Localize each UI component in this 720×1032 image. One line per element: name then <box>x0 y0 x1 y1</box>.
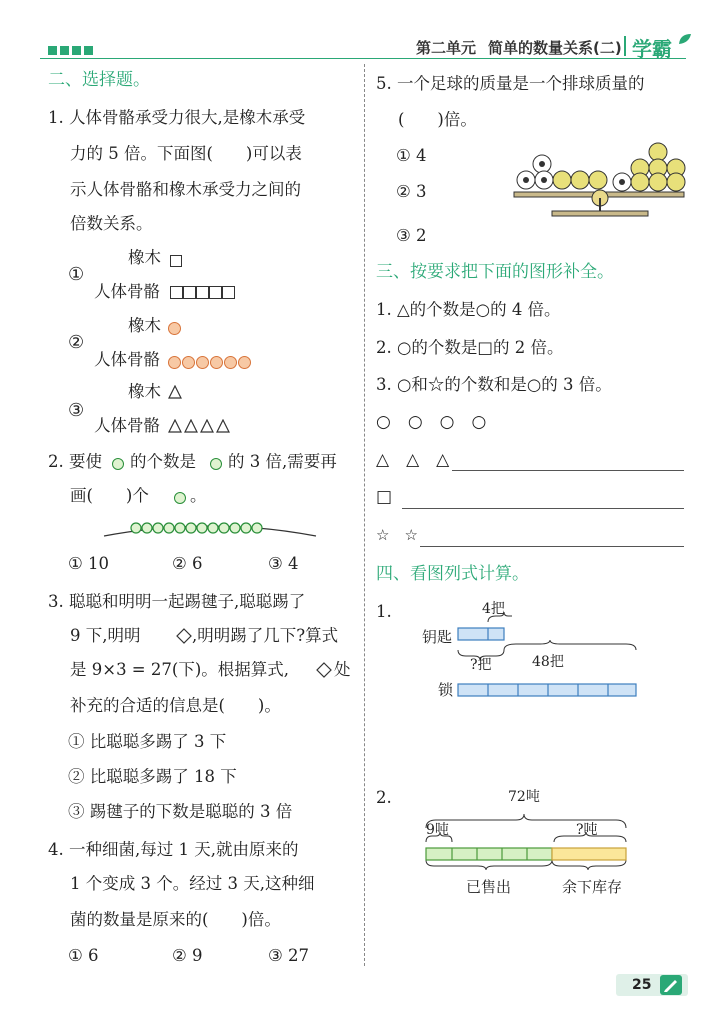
q2-option-3[interactable]: ③ 4 <box>268 554 299 573</box>
section-4-title: 四、看图列式计算。 <box>376 564 529 584</box>
q2-line2a: 画( )个 <box>70 486 149 505</box>
q1-line4: 倍数关系。 <box>70 214 153 233</box>
q2-line1a: 2. 要使 <box>48 452 102 471</box>
s4-q2-number: 2. <box>376 788 392 807</box>
q5-line1: 5. 一个足球的质量是一个排球质量的 <box>376 74 645 93</box>
q1-line2: 力的 5 倍。下面图( )可以表 <box>70 144 302 163</box>
bone-squares <box>170 286 235 299</box>
oak-triangle-icon <box>168 384 182 403</box>
bone-circles <box>168 352 252 371</box>
balance-scale-image <box>512 138 686 224</box>
s3-answer-line-2[interactable] <box>402 508 684 509</box>
q1-bone-label-3: 人体骨骼 <box>94 416 160 435</box>
q5-line2: ( )倍。 <box>398 110 477 129</box>
q4-option-2[interactable]: ② 9 <box>172 946 203 965</box>
q5-option-3[interactable]: ③ 2 <box>396 226 427 245</box>
oak-circle-icon <box>168 318 182 337</box>
q2-option-1[interactable]: ① 10 <box>68 554 110 573</box>
q3-line1: 3. 聪聪和明明一起踢毽子,聪聪踢了 <box>48 592 306 611</box>
s3-triangles-row: △ △ △ <box>376 450 450 470</box>
section-3-title: 三、按要求把下面的图形补全。 <box>376 262 614 282</box>
stock-diagram <box>420 800 640 884</box>
s4-lock-label: 锁 <box>438 681 454 699</box>
q4-line1: 4. 一种细菌,每过 1 天,就由原来的 <box>48 840 299 859</box>
q5-option-1[interactable]: ① 4 <box>396 146 427 165</box>
q3-option-1[interactable]: ① 比聪聪多踢了 3 下 <box>68 732 227 751</box>
q3-option-2[interactable]: ② 比聪聪多踢了 18 下 <box>68 767 237 786</box>
s4-key-label: 钥匙 <box>422 628 453 646</box>
bead-string <box>100 514 320 544</box>
q1-oak-label: 橡木 <box>128 248 161 267</box>
s3-circles-row: ○ ○ ○ ○ <box>376 412 487 432</box>
q1-option-1[interactable]: ① <box>68 264 85 285</box>
q4-option-3[interactable]: ③ 27 <box>268 946 310 965</box>
brand-logo: 学霸 <box>632 37 672 61</box>
bead-icon <box>112 455 125 474</box>
bead-icon-3 <box>174 489 187 508</box>
q1-bone-label: 人体骨骼 <box>94 282 160 301</box>
s4-sold-label: 已售出 <box>466 878 512 896</box>
q3-line4: 补充的合适的信息是( )。 <box>70 696 281 715</box>
s3-answer-line-3[interactable] <box>420 546 684 547</box>
q1-option-3[interactable]: ③ <box>68 400 85 421</box>
header-squares <box>48 40 96 59</box>
q4-option-1[interactable]: ① 6 <box>68 946 99 965</box>
header-unit: 第二单元 <box>416 39 477 57</box>
column-divider <box>364 64 365 966</box>
leaf-icon <box>678 30 692 49</box>
q1-bone-label-2: 人体骨骼 <box>94 350 160 369</box>
s3-q1: 1. △的个数是○的 4 倍。 <box>376 300 561 319</box>
s4-rest-label: 余下库存 <box>562 878 623 896</box>
s4-sold-top: 9吨 <box>426 822 449 838</box>
s3-square-row: □ <box>376 487 393 507</box>
diamond-icon <box>176 628 192 648</box>
q1-oak-label-2: 橡木 <box>128 316 161 335</box>
bead-icon-2 <box>210 455 223 474</box>
q1-option-2[interactable]: ② <box>68 332 85 353</box>
q1-oak-label-3: 橡木 <box>128 382 161 401</box>
s4-q1-number: 1. <box>376 602 392 621</box>
q5-option-2[interactable]: ② 3 <box>396 182 427 201</box>
pencil-icon <box>660 975 682 999</box>
oak-square-icon <box>170 252 182 271</box>
s3-stars-row: ☆ ☆ <box>376 526 418 544</box>
bone-triangles <box>168 418 232 437</box>
s4-total-label: 72吨 <box>508 789 540 805</box>
page-number: 25 <box>632 977 652 993</box>
q2-line2b: 。 <box>190 486 207 505</box>
header-rule <box>40 58 686 59</box>
q4-line3: 菌的数量是原来的( )倍。 <box>70 910 281 929</box>
s3-q2: 2. ○的个数是□的 2 倍。 <box>376 338 564 357</box>
q3-line2b: ,明明踢了几下?算式 <box>192 626 339 645</box>
q2-line1c: 的 3 倍,需要再 <box>228 452 337 471</box>
q1-line1: 1. 人体骨骼承受力很大,是橡木承受 <box>48 108 306 127</box>
q1-line3: 示人体骨骼和橡木承受力之间的 <box>70 180 301 199</box>
s4-key-top-label: 4把 <box>482 601 505 617</box>
s3-answer-line-1[interactable] <box>452 470 684 471</box>
q2-line1b: 的个数是 <box>130 452 196 471</box>
q3-line3b: 处 <box>334 660 351 679</box>
q3-line2a: 9 下,明明 <box>70 626 141 645</box>
diamond-icon-2 <box>316 662 332 682</box>
q3-line3a: 是 9×3 = 27(下)。根据算式, <box>70 660 289 679</box>
header-title: 简单的数量关系(二) <box>488 39 622 57</box>
s3-q3: 3. ○和☆的个数和是○的 3 倍。 <box>376 375 612 394</box>
q2-option-2[interactable]: ② 6 <box>172 554 203 573</box>
q4-line2: 1 个变成 3 个。经过 3 天,这种细 <box>70 874 315 893</box>
s4-lock-top-label: 48把 <box>532 654 564 670</box>
s4-key-question: ?把 <box>470 657 492 673</box>
header-divider <box>624 36 626 56</box>
s4-rest-top: ?吨 <box>576 822 598 838</box>
section-2-title: 二、选择题。 <box>48 70 150 90</box>
q3-option-3[interactable]: ③ 踢毽子的下数是聪聪的 3 倍 <box>68 802 293 821</box>
